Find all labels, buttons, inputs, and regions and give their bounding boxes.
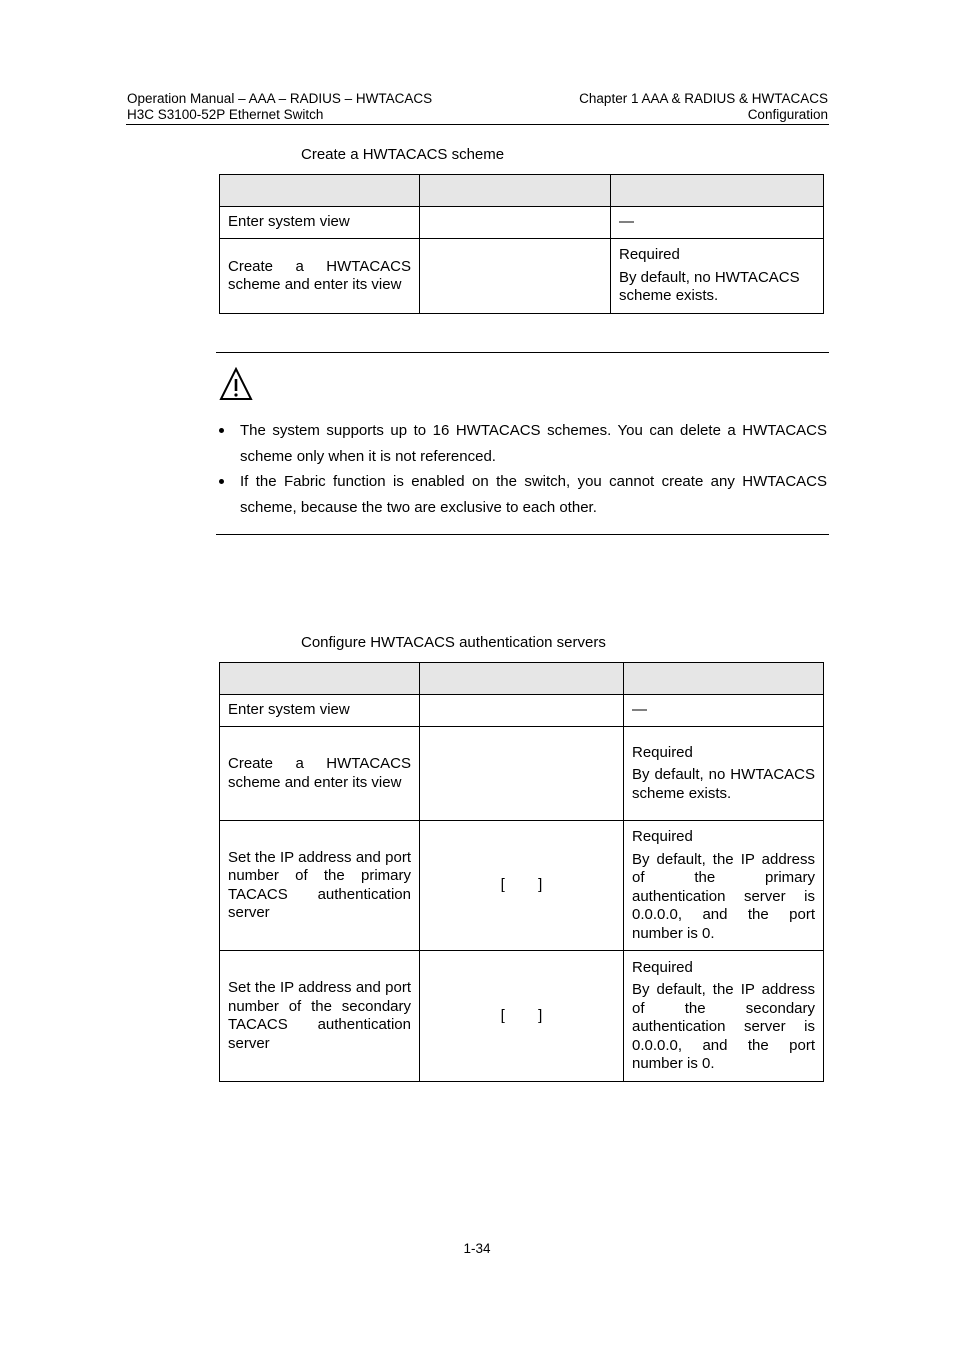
caution-item (218, 418, 827, 469)
description-cell (624, 951, 824, 1082)
description-default: By default, the IP address of the secondary authentication server is 0.0.0.0, and the port number is 0. (632, 981, 815, 1072)
header-cell (420, 175, 611, 207)
operation-line: scheme and enter its view (228, 773, 402, 791)
header-product-name: H3C S3100-52P Ethernet Switch (127, 107, 324, 122)
table-row (220, 695, 824, 727)
command-cell (420, 727, 624, 821)
description-cell: — (624, 695, 824, 727)
description-cell (611, 239, 824, 314)
header-chapter-title: Chapter 1 AAA & RADIUS & HWTACACS (579, 91, 828, 106)
description-required: Required (632, 828, 693, 845)
command-cell: [ ] (420, 951, 624, 1082)
header-cell (220, 663, 420, 695)
operation-line: Create a HWTACACS (228, 755, 411, 772)
header-cell (420, 663, 624, 695)
operation-cell (220, 727, 420, 821)
operation-line: Create a HWTACACS (228, 257, 411, 275)
header-rule (126, 124, 829, 125)
table-row (220, 727, 824, 821)
description-default: By default, no HWTACACS scheme exists. (619, 268, 800, 305)
table-auth-servers (219, 662, 824, 1082)
header-cell (220, 175, 420, 207)
header-section-title: Configuration (747, 107, 828, 122)
table1-caption: Create a HWTACACS scheme (301, 146, 505, 163)
command-cell: [ ] (420, 821, 624, 951)
bullet-icon (219, 479, 224, 484)
command-cell (420, 207, 611, 239)
description-cell (624, 821, 824, 951)
header-manual-title: Operation Manual – AAA – RADIUS – HWTACACS (127, 91, 433, 106)
table-row (220, 239, 824, 314)
caution-top-rule (216, 352, 829, 353)
bullet-icon (219, 428, 224, 433)
table-create-scheme (219, 174, 824, 314)
caution-item (218, 469, 827, 520)
description-cell (624, 727, 824, 821)
table-header-row (220, 175, 824, 207)
caution-bottom-rule (216, 534, 829, 535)
table2-caption: Configure HWTACACS authentication servers (301, 634, 606, 651)
header-cell (611, 175, 824, 207)
table-header-row (220, 663, 824, 695)
table-row (220, 207, 824, 239)
table-row (220, 951, 824, 1082)
operation-cell: Set the IP address and port number of the primary TACACS authentication server (220, 821, 420, 951)
operation-cell (220, 239, 420, 314)
description-cell: — (611, 207, 824, 239)
caution-triangle-icon (219, 367, 253, 401)
operation-cell: Enter system view (220, 207, 420, 239)
caution-notes (218, 418, 827, 520)
description-default: By default, the IP address of the primary authentication server is 0.0.0.0, and the port number is 0. (632, 850, 815, 942)
operation-cell: Enter system view (220, 695, 420, 727)
caution-item-text: The system supports up to 16 HWTACACS schemes. You can delete a HWTACACS scheme only when it is not referenced. (240, 422, 827, 465)
caution-item-text: If the Fabric function is enabled on the switch, you cannot create any HWTACACS scheme, because the two are exclusive to each other. (240, 473, 827, 516)
description-required: Required (632, 958, 693, 976)
command-cell (420, 239, 611, 314)
description-default: By default, no HWTACACS scheme exists. (632, 766, 815, 802)
table-row (220, 821, 824, 951)
command-cell (420, 695, 624, 727)
page-number: 1-34 (463, 1241, 491, 1256)
operation-line: scheme and enter its view (228, 276, 402, 293)
operation-cell: Set the IP address and port number of the secondary TACACS authentication server (220, 951, 420, 1082)
header-cell (624, 663, 824, 695)
description-required: Required (619, 246, 680, 264)
description-required: Required (632, 743, 693, 761)
